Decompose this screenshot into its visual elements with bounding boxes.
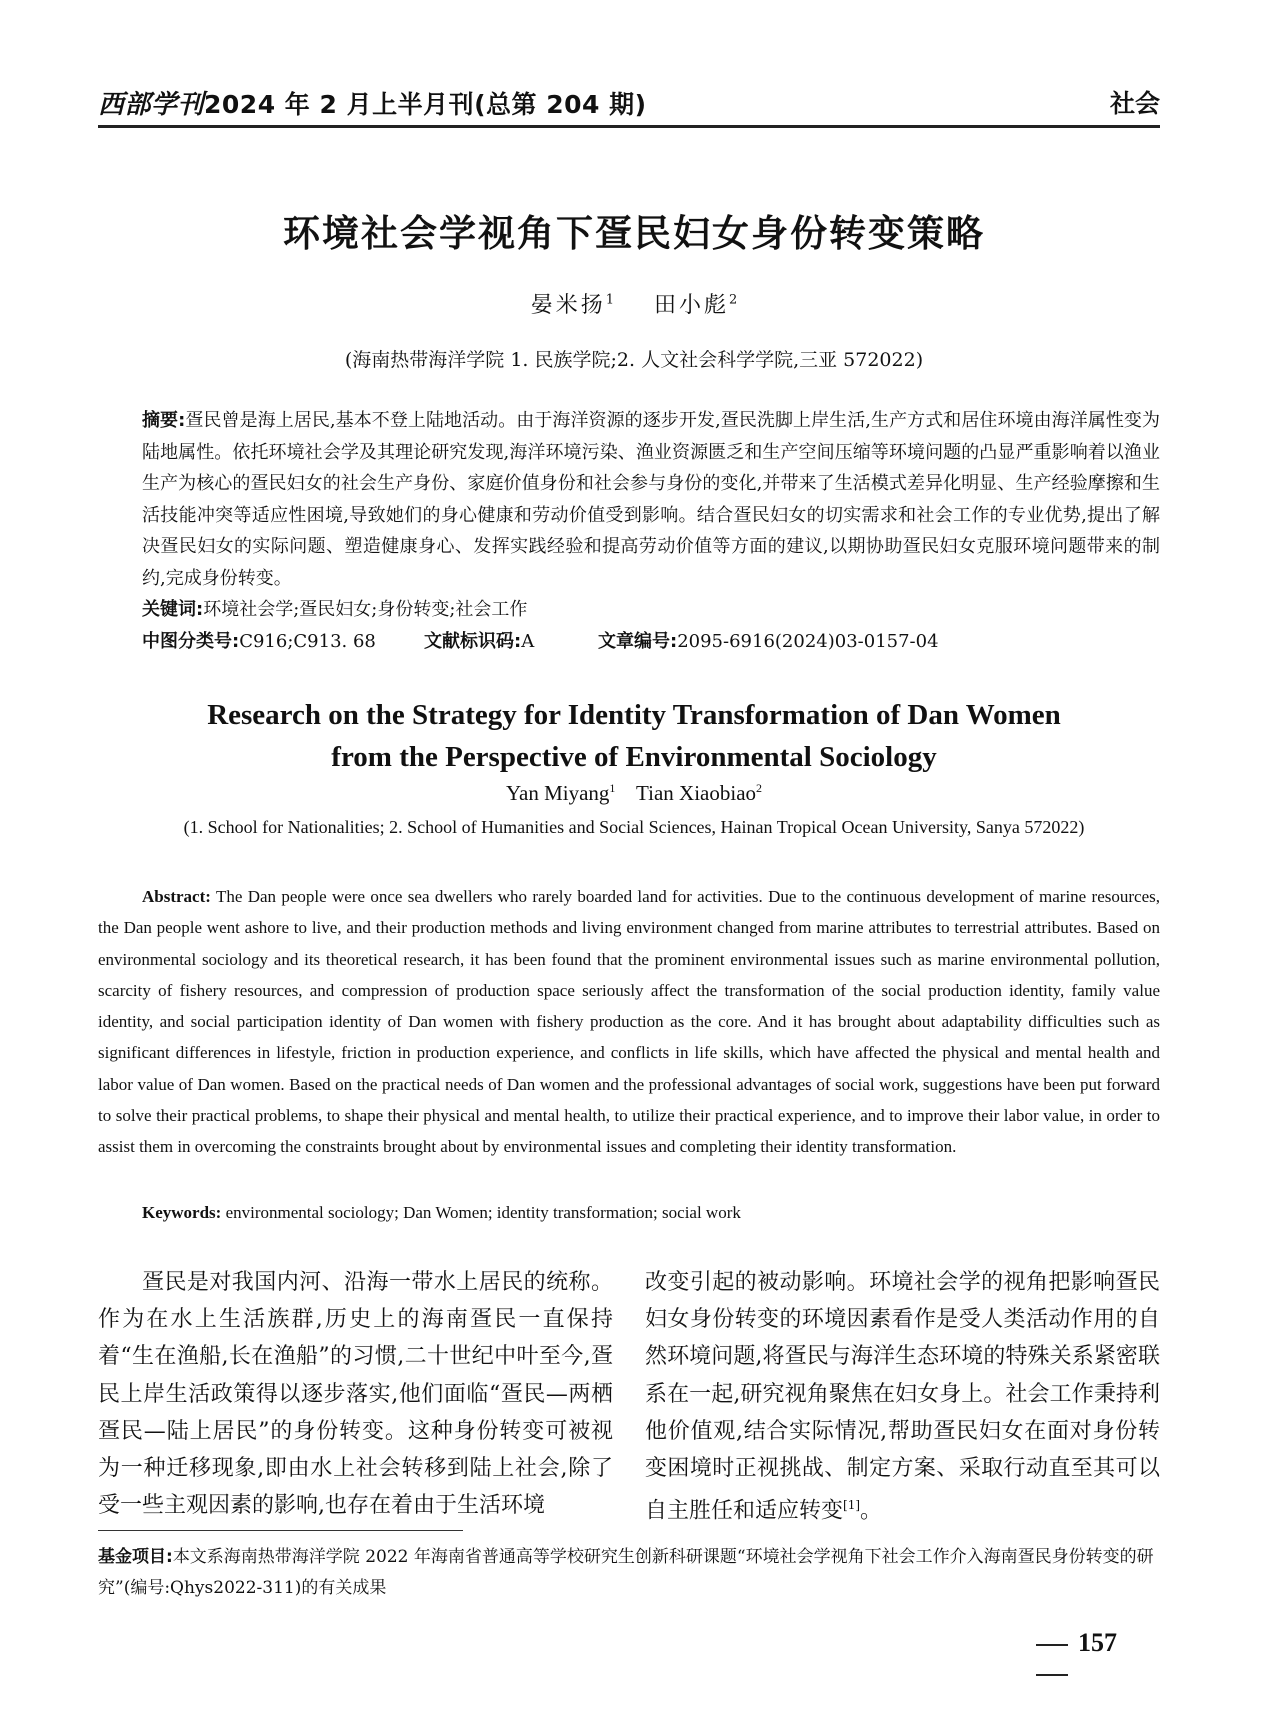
clc-label: 中图分类号: xyxy=(142,631,240,652)
author-name: Tian Xiaobiao xyxy=(636,781,757,805)
citation: [1] xyxy=(843,1498,861,1513)
journal-logo: 西部学刊 xyxy=(98,90,205,120)
article-number-label: 文章编号: xyxy=(598,631,678,652)
keywords-label: Keywords: xyxy=(142,1203,222,1222)
affiliation-chinese: (海南热带海洋学院 1. 民族学院;2. 人文社会科学学院,三亚 572022) xyxy=(344,349,924,371)
body-text: 改变引起的被动影响。环境社会学的视角把影响疍民妇女身份转变的环境因素看作是受人类活动作用的自然环境问题,将疍民与海洋生态环境的特殊关系紧密联系在一起,研究视角聚焦在妇女身上。社会工作秉持利他价值观,结合实际情况,帮助疍民妇女在面对身份转变困境时正视挑战、制定方案、采取行动直至其可以自主胜任和适应转变 xyxy=(645,1270,1160,1524)
abstract-label: 摘要: xyxy=(142,410,186,431)
title-english-line: Research on the Strategy for Identity Transformation of Dan Women xyxy=(207,699,1061,731)
clc-number xyxy=(142,627,376,653)
keywords-text: environmental sociology; Dan Women; identity transformation; social work xyxy=(225,1203,741,1222)
keywords-english xyxy=(142,1203,741,1223)
title-chinese: 环境社会学视角下疍民妇女身份转变策略 xyxy=(283,212,985,255)
body-text-end: 。 xyxy=(860,1498,883,1524)
authors-english xyxy=(0,781,1268,806)
funding-footnote xyxy=(98,1542,1160,1604)
author-name: Yan Miyang xyxy=(505,781,610,805)
issue-info: 2024 年 2 月上半月刊(总第 204 期) xyxy=(204,90,647,119)
page-number xyxy=(1026,1628,1160,1688)
classification-row xyxy=(142,627,1160,657)
funding-label: 基金项目: xyxy=(98,1547,173,1567)
author-affiliation-mark: 2 xyxy=(756,781,763,795)
document-code-value: A xyxy=(521,631,535,652)
abstract-label: Abstract: xyxy=(142,887,211,906)
page-number-value: 157 xyxy=(1078,1628,1117,1657)
body-column-left: 疍民是对我国内河、沿海一带水上居民的统称。作为在水上生活族群,历史上的海南疍民一直保持着“生在渔船,长在渔船”的习惯,二十世纪中叶至今,疍民上岸生活政策得以逐步落实,他们面临“疍民—两栖疍民—陆上居民”的身份转变。这种身份转变可被视为一种迁移现象,即由水上社会转移到陆上社会,除了受一些主观因素的影响,也存在着由于生活环境 xyxy=(98,1270,613,1519)
abstract-text: The Dan people were once sea dwellers who rarely boarded land for activities. Due to the continuous development of marine resources, the Dan people went ashore to live, and their production methods and living environment changed from marine attributes to terrestrial attributes. Based on environmental sociology and its theoretical research, it has been found that the prominent environmental issues such as marine environmental pollution, scarcity of fishery resources, and compression of production space seriously affect the transformation of the social production identity, family value identity, and social participation identity of Dan women with fishery production as the core. And it has brought about adaptability difficulties such as significant differences in lifestyle, friction in production experience, and conflicts in life skills, which have affected the physical and mental health and labor value of Dan women. Based on the practical needs of Dan women and the professional advantages of social work, suggestions have been put forward to solve their practical problems, to shape their physical and mental health, to utilize their practical experience, and to improve their labor value, in order to assist them in overcoming the constraints brought about by environmental issues and completing their identity transformation. xyxy=(98,887,1160,1157)
article-number xyxy=(598,627,939,653)
running-header xyxy=(98,84,1160,124)
header-divider xyxy=(98,125,1160,128)
title-english-line: from the Perspective of Environmental Sociology xyxy=(331,741,937,773)
document-code xyxy=(424,627,534,653)
journal-issue xyxy=(98,84,647,121)
abstract-chinese xyxy=(142,405,1160,594)
author-affiliation-mark: 1 xyxy=(609,781,616,795)
keywords-chinese xyxy=(142,595,527,621)
abstract-english xyxy=(98,881,1160,1163)
funding-text: 本文系海南热带海洋学院 2022 年海南省普通高等学校研究生创新科研课题“环境社会学视角下社会工作介入海南疍民身份转变的研究”(编号:Qhys2022-311)的有关成果 xyxy=(98,1547,1154,1598)
title-english xyxy=(0,694,1268,778)
section-name: 社会 xyxy=(1109,89,1160,118)
dash-left xyxy=(1036,1644,1068,1646)
authors-chinese xyxy=(0,288,1268,319)
author-name: 晏米扬 xyxy=(530,293,606,318)
document-code-label: 文献标识码: xyxy=(424,631,522,652)
author-affiliation-mark: 1 xyxy=(605,292,614,308)
keywords-text: 环境社会学;疍民妇女;身份转变;社会工作 xyxy=(203,599,528,620)
clc-value: C916;C913. 68 xyxy=(239,631,376,652)
article-number-value: 2095-6916(2024)03-0157-04 xyxy=(677,631,939,652)
abstract-text: 疍民曾是海上居民,基本不登上陆地活动。由于海洋资源的逐步开发,疍民洗脚上岸生活,生产方式和居住环境由海洋属性变为陆地属性。依托环境社会学及其理论研究发现,海洋环境污染、渔业资源匮乏和生产空间压缩等环境问题的凸显严重影响着以渔业生产为核心的疍民妇女的社会生产身份、家庭价值身份和社会参与身份的变化,并带来了生活模式差异化明显、生产经验摩擦和生活技能冲突等适应性困境,导致她们的身心健康和劳动价值受到影响。结合疍民妇女的切实需求和社会工作的专业优势,提出了解决疍民妇女的实际问题、塑造健康身心、发挥实践经验和提高劳动价值等方面的建议,以期协助疍民妇女克服环境问题带来的制约,完成身份转变。 xyxy=(142,410,1160,589)
keywords-label: 关键词: xyxy=(142,599,204,620)
author-name: 田小彪 xyxy=(653,293,729,318)
author-affiliation-mark: 2 xyxy=(729,292,738,308)
affiliation-english: (1. School for Nationalities; 2. School of Humanities and Social Sciences, Hainan Tropical Ocean University, Sanya 572022) xyxy=(183,817,1085,837)
body-column-right xyxy=(645,1264,1160,1530)
footnote-divider xyxy=(98,1530,463,1531)
dash-right xyxy=(1036,1674,1068,1676)
